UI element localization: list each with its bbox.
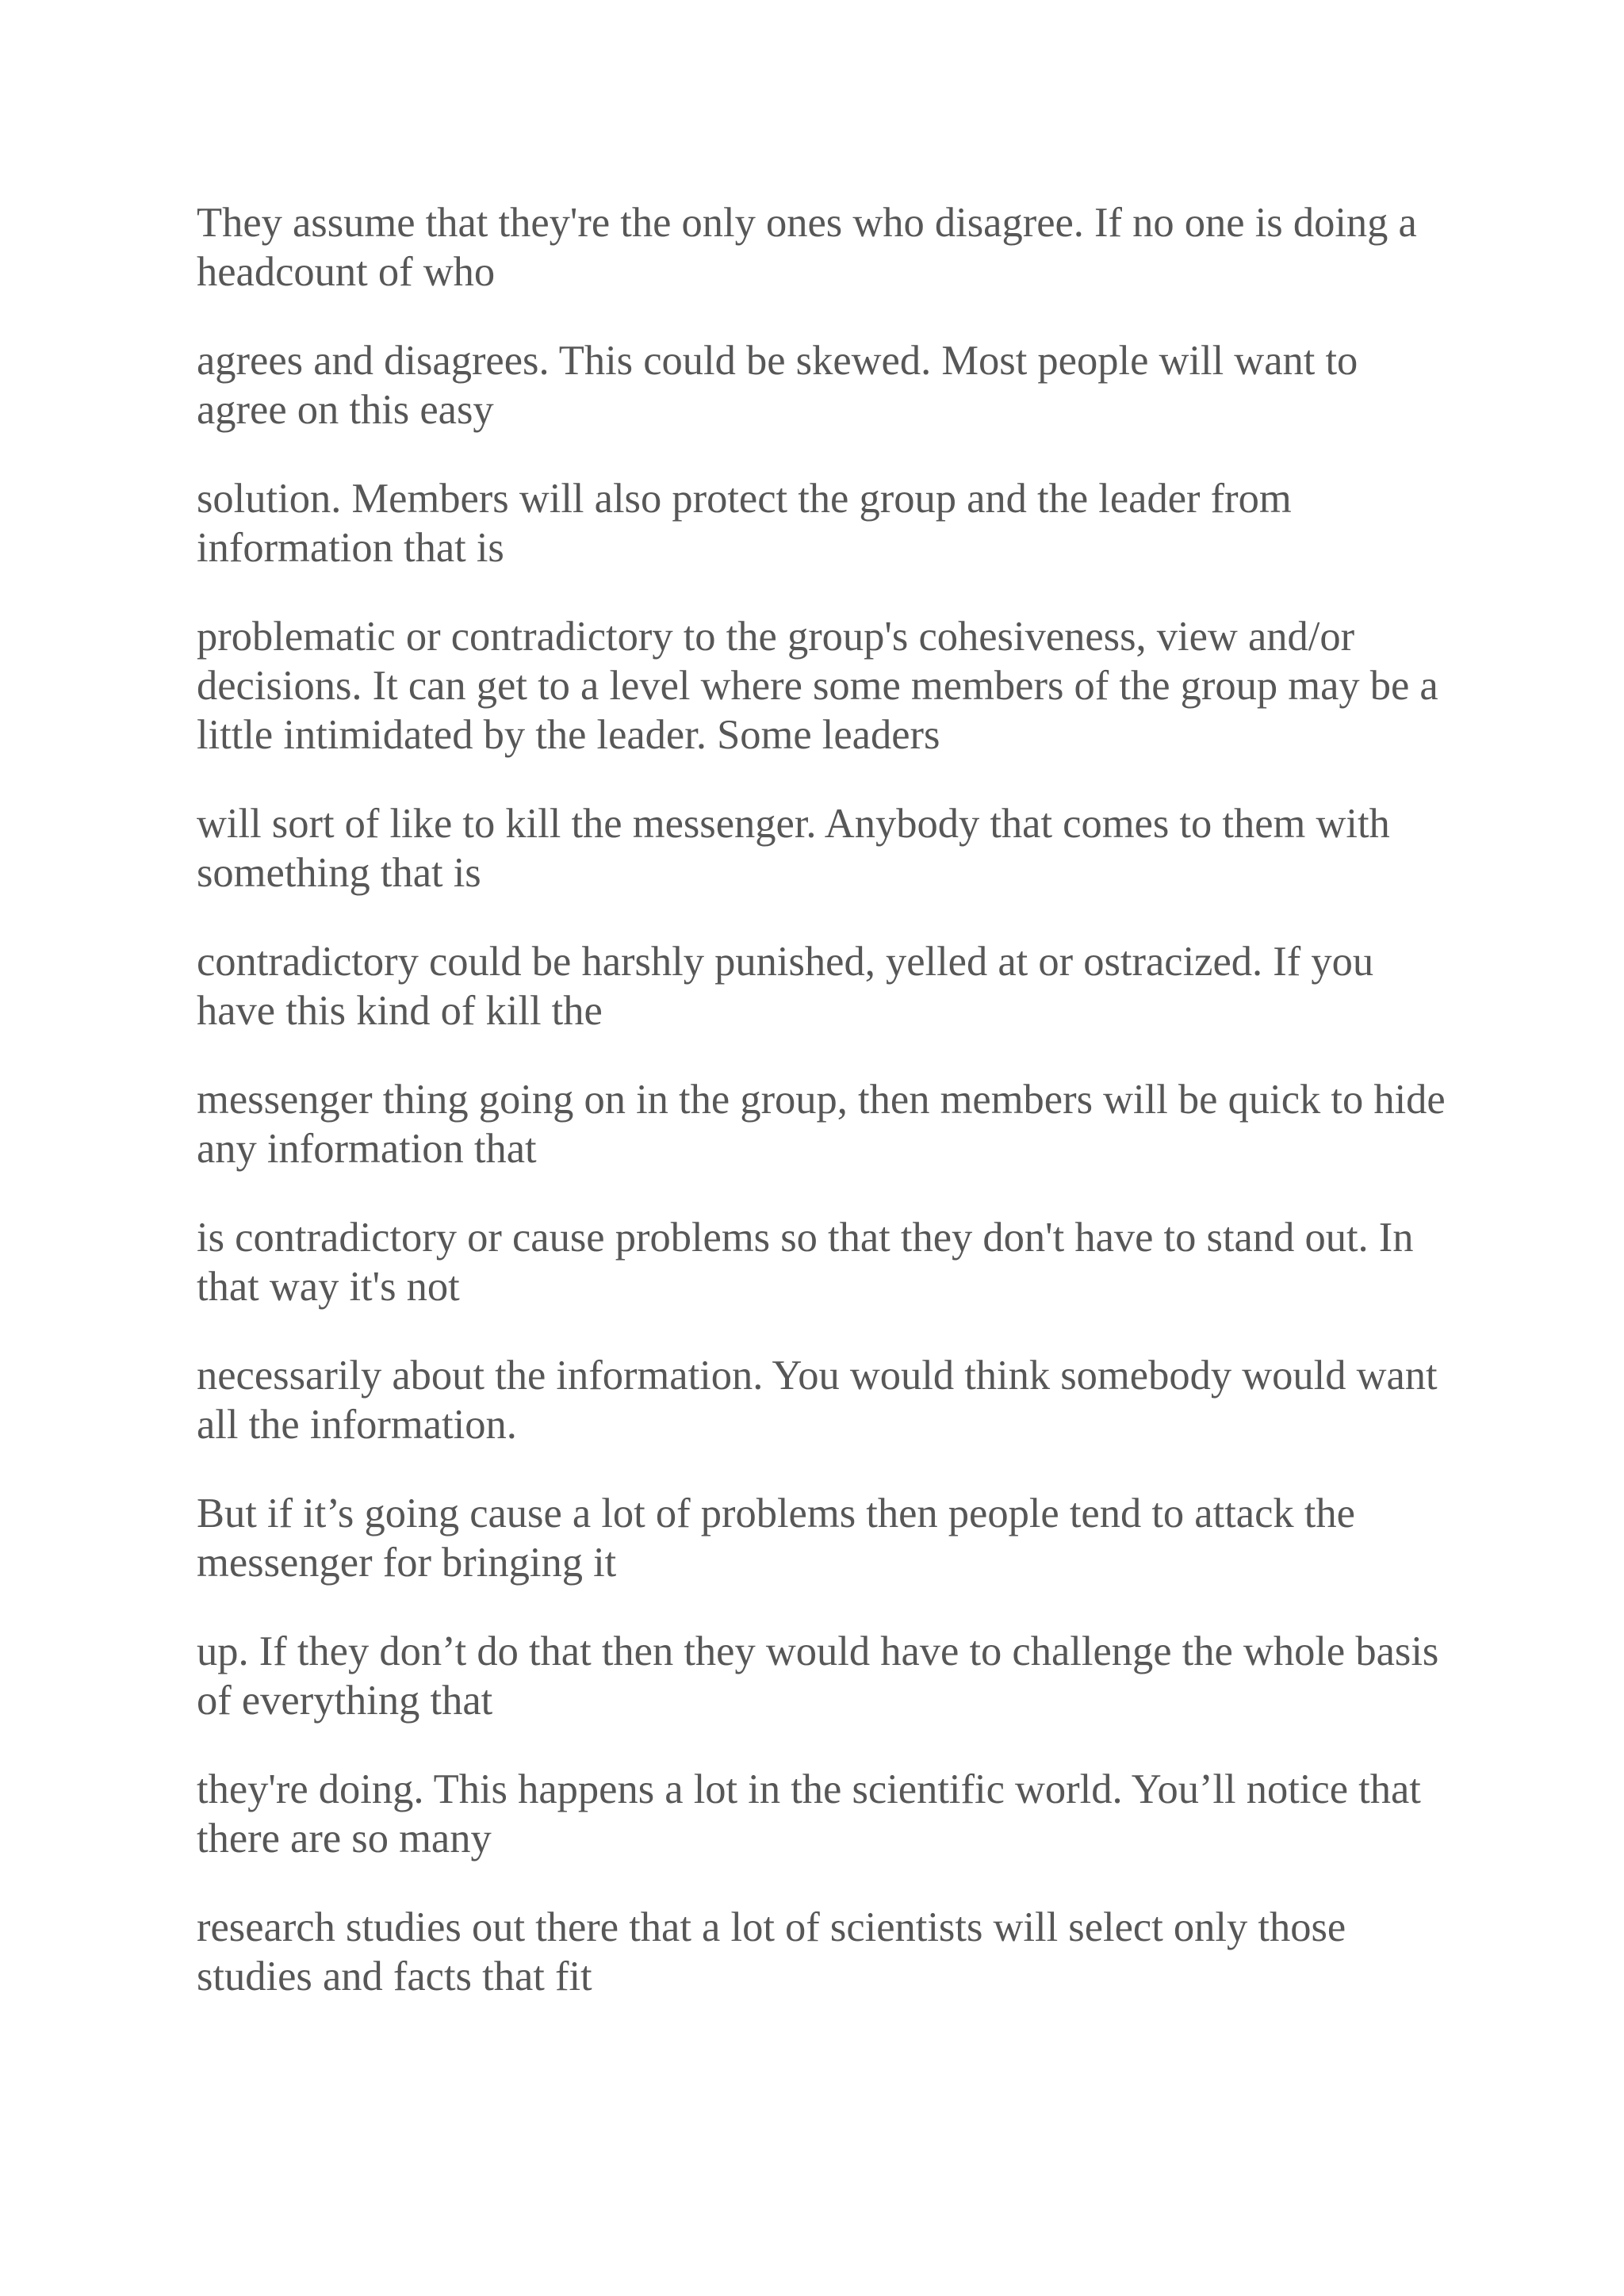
paragraph-4: problematic or contradictory to the group's cohesiveness, view and/or decisions. It can get to a level where some members of the group may be a little intimidated by the leader. Some leaders [197,614,1438,758]
paragraph-12: they're doing. This happens a lot in the scientific world. You’ll notice that there are so many [197,1766,1421,1862]
paragraph-9: necessarily about the information. You would think somebody would want all the information. [197,1353,1438,1448]
paragraph-10: But if it’s going cause a lot of problems then people tend to attack the messenger for bringing it [197,1490,1355,1586]
paragraph-5: will sort of like to kill the messenger. Anybody that comes to them with something that is [197,801,1390,896]
paragraph-2: agrees and disagrees. This could be skewed. Most people will want to agree on this easy [197,338,1358,433]
document-body [197,198,1450,2041]
paragraph-3: solution. Members will also protect the group and the leader from information that is [197,476,1292,571]
paragraph-1: They assume that they're the only ones who disagree. If no one is doing a headcount of who [197,200,1417,295]
paragraph-7: messenger thing going on in the group, then members will be quick to hide any information that [197,1077,1446,1172]
paragraph-11: up. If they don’t do that then they would have to challenge the whole basis of everything that [197,1628,1439,1724]
paragraph-8: is contradictory or cause problems so that they don't have to stand out. In that way it's not [197,1215,1414,1310]
paragraph-6: contradictory could be harshly punished, yelled at or ostracized. If you have this kind of kill the [197,939,1374,1034]
paragraph-13: research studies out there that a lot of scientists will select only those studies and facts that fit [197,1904,1346,1999]
